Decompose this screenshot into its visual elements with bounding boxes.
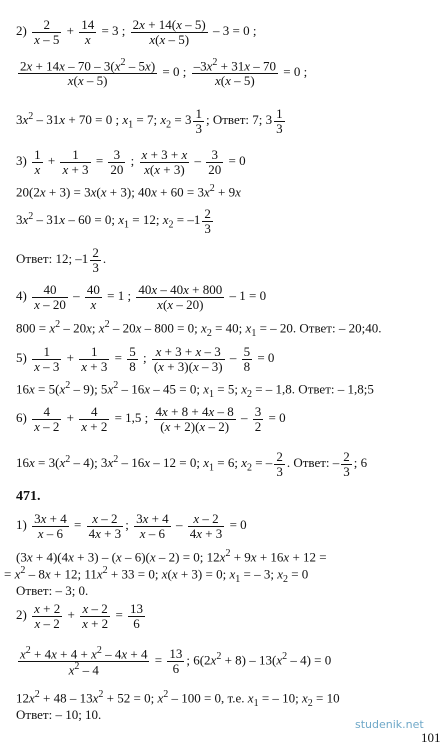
page-number: 101 — [421, 730, 441, 745]
line-2-equation: 2) $\frac{2}{x - 5}$ + $\frac{14}{x}$ = 3 ; $\frac{2x + 14(x - 5)}{x(x - 5)}$ – 3 = 0 ; — [16, 17, 257, 47]
problem-number: 471. — [16, 489, 41, 504]
line-3-step2: $3x^2 - 31x - 60 = 0$; $x_1 = 12$; $x_2 = -1$ $\frac{2}{3}$ — [16, 206, 211, 236]
line-471-2-answer: Ответ: – 10; 10. — [16, 707, 102, 722]
line-471-1-answer: Ответ: – 3; 0. — [16, 583, 89, 598]
line-3-answer: Ответ: 12; –1 $\frac{2}{3}$ . — [16, 245, 107, 275]
line-471-2-step1: $\frac{x^2 + 4x + 4 + x^2 - 4x + 4}{x^2 - 4}$ = $\frac{13}{6}$ ; $6(2x^2 + 8) - 13(x^2 - 4) = 0$ — [20, 645, 332, 678]
line-471-1-step1: (3x + 4)(4x + 3) – (x – 6)(x – 2) = 0; $12x^2 + 9x + 16x + 12$ = — [16, 548, 327, 565]
line-471-1-equation: 1) $\frac{3x + 4}{x - 6}$ = $\frac{x - 2}{4x + 3}$ ; $\frac{3x + 4}{x - 6}$ – $\frac{x - 2}{4x + 3}$ = 0 — [16, 511, 247, 541]
line-6-equation: 6) $\frac{4}{x - 2}$ + $\frac{4}{x + 2}$ = 1,5 ; $\frac{4x + 8 + 4x - 8}{(x + 2)(x - 2)}$ – $\frac{3}{2}$ = 0 — [16, 404, 286, 434]
line-6-answer: $16x = 3(x^2 - 4)$; $3x^2 - 16x - 12 = 0$; $x_1 = 6$; $x_2$ = – $\frac{2}{3}$ . Ответ: – $\frac{2}{3}$ ; 6 — [16, 449, 368, 479]
line-4-answer: $800 = x^2 - 20x$; $x^2 - 20x - 800 = 0$; $x_2 = 40$; $x_1$ = – 20. Ответ: – 20;40. — [16, 319, 382, 339]
line-4-equation: 4) $\frac{40}{x - 20}$ – $\frac{40}{x}$ = 1 ; $\frac{40x - 40x + 800}{x(x - 20)}$ – 1 = 0 — [16, 282, 267, 312]
line-471-2-step2: $12x^2 + 48 - 13x^2 + 52 = 0$; $x^2 - 100 = 0$, т.е. $x_1$ = – 10; $x_2 = 10$ — [16, 689, 340, 709]
line-2-answer: $3x^2 - 31x + 70 = 0$ ; $x_1 = 7$; $x_2 = 3$ $\frac{1}{3}$ ; Ответ: 7; 3 $\frac{1}{3}$ — [16, 106, 283, 136]
line-2-simplify: $\frac{2x + 14x - 70 - 3(x^2 - 5x)}{x(x - 5)}$ = 0 ; $\frac{-3x^2 + 31x - 70}{x(x - 5)}$ = 0 ; — [20, 57, 308, 88]
line-471-2-equation: 2) $\frac{x + 2}{x - 2}$ + $\frac{x - 2}{x + 2}$ = $\frac{13}{6}$ — [16, 601, 144, 631]
line-5-answer: $16x = 5(x^2 - 9)$; $5x^2 - 16x - 45 = 0$; $x_1 = 5$; $x_2$ = – 1,8. Ответ: – 1,8;5 — [16, 380, 374, 400]
line-3-step1: 20(2x + 3) = 3x(x + 3); $40x + 60 = 3x^2 + 9x$ — [16, 183, 241, 200]
watermark: studenik.net — [355, 718, 424, 731]
line-5-equation: 5) $\frac{1}{x - 3}$ + $\frac{1}{x + 3}$ = $\frac{5}{8}$ ; $\frac{x + 3 + x - 3}{(x + 3)(x - 3)}$ – $\frac{5}{8}$ = 0 — [16, 344, 275, 374]
line-3-equation: 3) $\frac{1}{x}$ + $\frac{1}{x + 3}$ = $\frac{3}{20}$ ; $\frac{x + 3 + x}{x(x + 3)}$ – $\frac{3}{20}$ = 0 — [16, 147, 246, 177]
line-471-1-step2: = $x^2 - 8x + 12$; $11x^2 + 33 = 0$; x(x + 3) = 0; $x_1$ = – 3; $x_2 = 0$ — [4, 565, 309, 585]
